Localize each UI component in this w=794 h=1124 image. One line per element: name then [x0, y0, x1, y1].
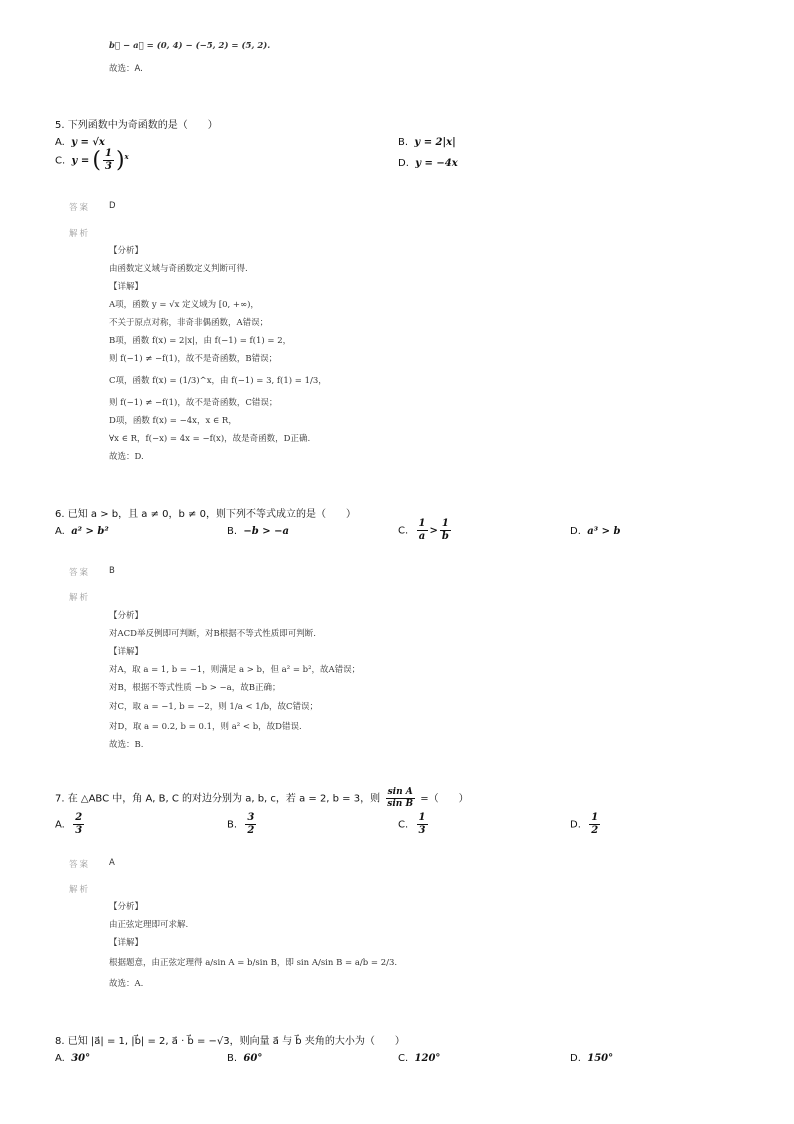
q6-sol-0: 【分析】: [109, 611, 144, 621]
q5-sol-11: 故选：D.: [109, 452, 144, 462]
q7-option-b: B. $\frac{3}{2}$: [227, 812, 255, 836]
q6-sol-1: 对ACD举反例即可判断，对B根据不等式性质即可判断.: [109, 629, 316, 639]
q7-answer-label: 答案: [69, 860, 91, 870]
q8-option-b: B. 60°: [227, 1053, 263, 1064]
q5-sol-3: A项，函数 y = √x 定义域为 [0, +∞)，: [109, 300, 259, 310]
q7-sol-1: 由正弦定理即可求解.: [109, 920, 189, 930]
q6-option-d: D. a³ > b: [570, 526, 621, 537]
q7-option-a: A. $\frac{2}{3}$: [55, 812, 83, 836]
q6-option-a: A. a² > b²: [55, 526, 109, 537]
q6-sol-3: 对A，取 a = 1, b = −1，则满足 a > b，但 a² = b²，故A错误；: [109, 665, 361, 675]
q6-option-c: C. $\frac{1}{a}$ > $\frac{1}{b}$: [398, 518, 449, 542]
q5-sol-2: 【详解】: [109, 282, 144, 292]
q8-option-c: C. 120°: [398, 1053, 441, 1064]
q7-sol-2: 【详解】: [109, 938, 144, 948]
q5-option-a: A. y = √x: [55, 137, 105, 148]
q8-option-a: A. 30°: [55, 1053, 91, 1064]
q7-sol-0: 【分析】: [109, 902, 144, 912]
q5-option-b: B. y = 2|x|: [398, 137, 456, 148]
q7-option-d: D. $\frac{1}{2}$: [570, 812, 599, 836]
q7-sol-4: 故选：A.: [109, 979, 144, 989]
q5-sol-7: C项，函数 f(x) = (1/3)^x，由 f(−1) = 3, f(1) = 1/3，: [109, 376, 327, 386]
q5-option-c: C. y = ( $\frac{1}{3}$ )$^x$: [55, 148, 129, 173]
q6-sol-2: 【详解】: [109, 647, 144, 657]
q5-sol-4: 不关于原点对称，非奇非偶函数，A错误；: [109, 318, 269, 328]
q5-analysis-label: 解析: [69, 229, 91, 239]
q5-sol-10: ∀x ∈ R，f(−x) = 4x = −f(x)，故是奇函数，D正确.: [109, 434, 311, 444]
q7-answer: A: [109, 858, 115, 868]
q6-answer-label: 答案: [69, 568, 91, 578]
q5-sol-5: B项，函数 f(x) = 2|x|，由 f(−1) = f(1) = 2，: [109, 336, 292, 346]
q5-sol-1: 由函数定义域与奇函数定义判断可得.: [109, 264, 248, 274]
q8-stem: 8. 已知 |a⃗| = 1, |b⃗| = 2, a⃗ · b⃗ = −√3，则向量 a⃗ 与 b⃗ 夹角的大小为（ ）: [55, 1036, 405, 1047]
q5-answer: D: [109, 201, 116, 211]
q5-sol-6: 则 f(−1) ≠ −f(1)，故不是奇函数，B错误；: [109, 354, 278, 364]
q6-analysis-label: 解析: [69, 593, 91, 603]
q5-option-d: D. y = −4x: [398, 158, 458, 169]
prev-solution-line: b⃗ − a⃗ = (0, 4) − (−5, 2) = (5, 2).: [109, 41, 271, 51]
q6-answer: B: [109, 566, 115, 576]
q5-stem: 5. 下列函数中为奇函数的是（ ）: [55, 120, 218, 131]
q5-sol-0: 【分析】: [109, 246, 144, 256]
q6-option-b: B. −b > −a: [227, 526, 289, 537]
q6-sol-6: 对D，取 a = 0.2, b = 0.1，则 a² < b，故D错误.: [109, 722, 302, 732]
q8-option-d: D. 150°: [570, 1053, 614, 1064]
q5-sol-9: D项，函数 f(x) = −4x，x ∈ R，: [109, 416, 237, 426]
q5-sol-8: 则 f(−1) ≠ −f(1)，故不是奇函数，C错误；: [109, 398, 278, 408]
q6-sol-5: 对C，取 a = −1, b = −2，则 1/a < 1/b，故C错误；: [109, 702, 319, 712]
q6-stem: 6. 已知 a > b，且 a ≠ 0，b ≠ 0，则下列不等式成立的是（ ）: [55, 509, 356, 520]
q5-answer-label: 答案: [69, 203, 91, 213]
q6-sol-7: 故选：B.: [109, 740, 144, 750]
q6-sol-4: 对B，根据不等式性质 −b > −a，故B正确；: [109, 683, 281, 693]
q7-analysis-label: 解析: [69, 885, 91, 895]
q7-option-c: C. $\frac{1}{3}$: [398, 812, 426, 836]
prev-conclusion: 故选：A.: [109, 64, 143, 74]
q7-sol-3: 根据题意，由正弦定理得 a/sin A = b/sin B，即 sin A/sin B = a/b = 2/3.: [109, 958, 398, 968]
q7-stem: 7. 在 △ABC 中，角 A, B, C 的对边分别为 a, b, c，若 a = 2, b = 3，则 $\frac{\text{sin A}}{\text{sin B}}$ =（ ）: [55, 787, 469, 809]
